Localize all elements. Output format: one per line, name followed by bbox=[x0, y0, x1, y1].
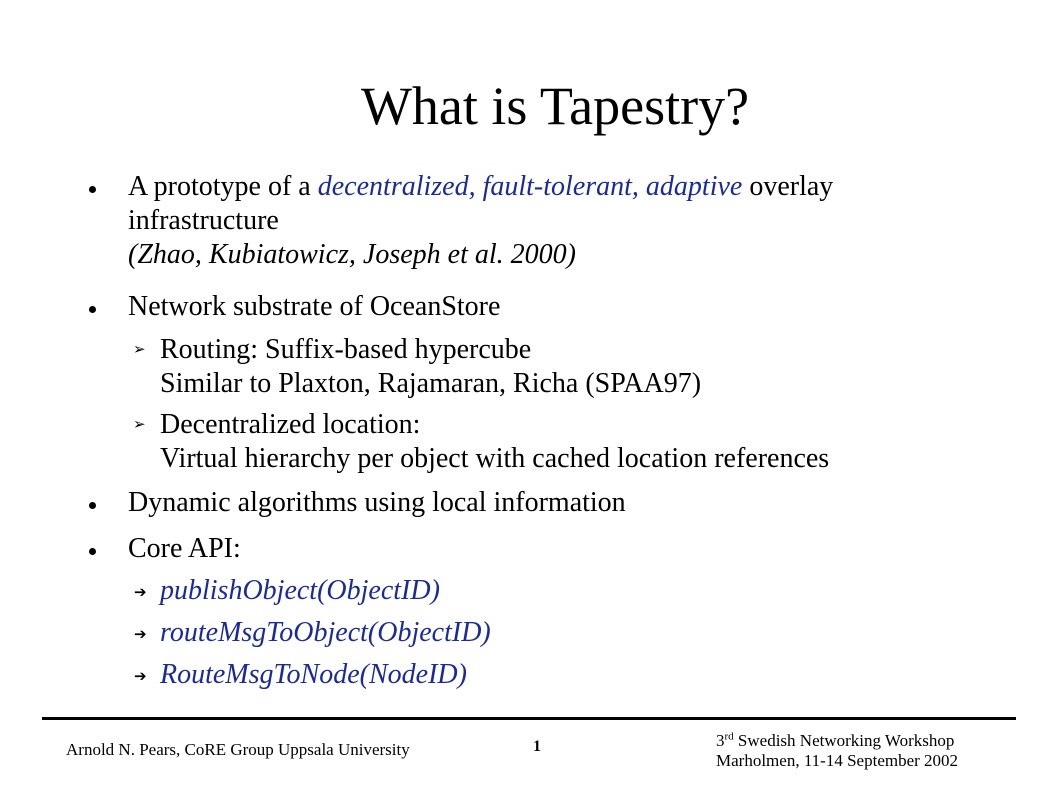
bullet-prototype-line2: infrastructure bbox=[128, 205, 279, 236]
api-item-route-msg-to-object: routeMsgToObject(ObjectID) bbox=[160, 617, 491, 648]
bullet-prototype-prefix: A prototype of a bbox=[128, 171, 318, 202]
bullet-dot-icon bbox=[89, 186, 96, 193]
arrowhead-bullet-icon: ➢ bbox=[133, 342, 146, 358]
bullet-core-api: Core API: bbox=[128, 533, 241, 564]
sub-bullet-location-line2: Virtual hierarchy per object with cached location references bbox=[160, 443, 830, 474]
event-name: Swedish Networking Workshop bbox=[733, 731, 955, 750]
event-ordinal: 3 bbox=[716, 731, 725, 750]
bullet-dot-icon bbox=[89, 502, 96, 509]
sub-bullet-routing-line1: Routing: Suffix-based hypercube bbox=[160, 334, 532, 365]
sub-bullet-routing-line2: Similar to Plaxton, Rajamaran, Richa (SPAA97) bbox=[160, 368, 702, 399]
bullet-prototype-line1 bbox=[128, 170, 833, 204]
arrow-bullet-icon: ➔ bbox=[134, 585, 147, 601]
footer-event bbox=[716, 731, 958, 771]
slide-title: What is Tapestry? bbox=[360, 76, 750, 136]
footer-event-name bbox=[716, 731, 958, 751]
bullet-prototype-emphasis: decentralized, fault-tolerant, adaptive bbox=[317, 171, 743, 202]
page-number: 1 bbox=[533, 738, 541, 755]
footer-author: Arnold N. Pears, CoRE Group Uppsala University bbox=[66, 740, 410, 759]
arrowhead-bullet-icon: ➢ bbox=[133, 417, 146, 433]
arrow-bullet-icon: ➔ bbox=[134, 669, 147, 685]
footer-event-place-date: Marholmen, 11-14 September 2002 bbox=[716, 751, 959, 770]
bullet-dynamic-algorithms: Dynamic algorithms using local information bbox=[128, 487, 626, 518]
api-item-route-msg-to-node: RouteMsgToNode(NodeID) bbox=[160, 659, 467, 690]
sub-bullet-location-line1: Decentralized location: bbox=[160, 409, 421, 440]
event-ordinal-suffix: rd bbox=[724, 730, 734, 743]
footer-divider bbox=[42, 717, 1016, 720]
arrow-bullet-icon: ➔ bbox=[134, 627, 147, 643]
bullet-prototype-citation: (Zhao, Kubiatowicz, Joseph et al. 2000) bbox=[128, 239, 576, 270]
api-item-publish-object: publishObject(ObjectID) bbox=[160, 575, 440, 606]
bullet-network-substrate: Network substrate of OceanStore bbox=[128, 291, 501, 322]
bullet-prototype-suffix: overlay bbox=[742, 171, 834, 202]
bullet-dot-icon bbox=[89, 306, 96, 313]
bullet-dot-icon bbox=[89, 548, 96, 555]
